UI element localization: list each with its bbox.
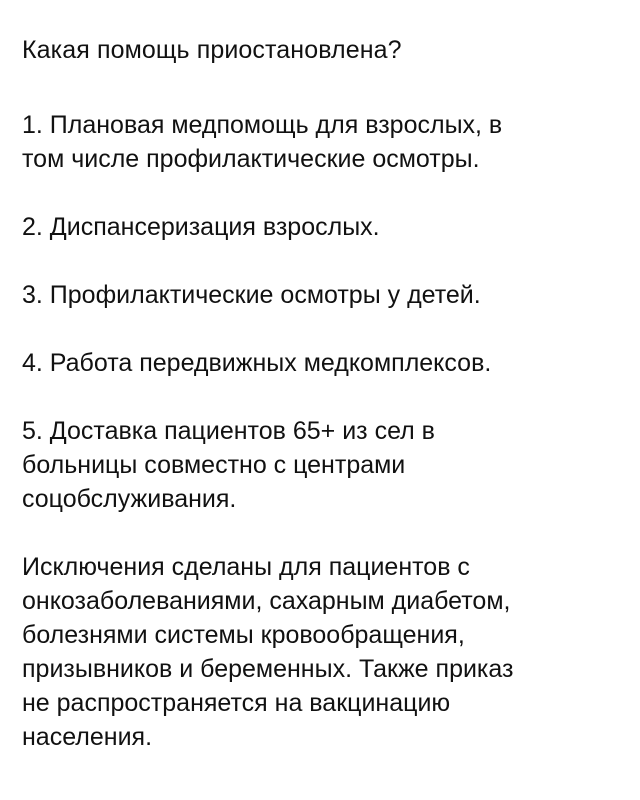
suspended-care-list xyxy=(22,108,618,516)
page-title: Какая помощь приостановлена? xyxy=(22,36,402,64)
list-item: 5. Доставка пациентов 65+ из сел в больницы совместно с центрами соцобслуживания. xyxy=(22,417,435,513)
list-item: 1. Плановая медпомощь для взрослых, в том числе профилактические осмотры. xyxy=(22,111,503,173)
list-item: 2. Диспансеризация взрослых. xyxy=(22,213,380,241)
exceptions-paragraph: Исключения сделаны для пациентов с онкозаболеваниями, сахарным диабетом, болезнями системы кровообращения, призывников и беременных. Также приказ не распространяется на вакцинацию населения. xyxy=(22,553,514,751)
list-item: 4. Работа передвижных медкомплексов. xyxy=(22,349,492,377)
list-item: 3. Профилактические осмотры у детей. xyxy=(22,281,481,309)
